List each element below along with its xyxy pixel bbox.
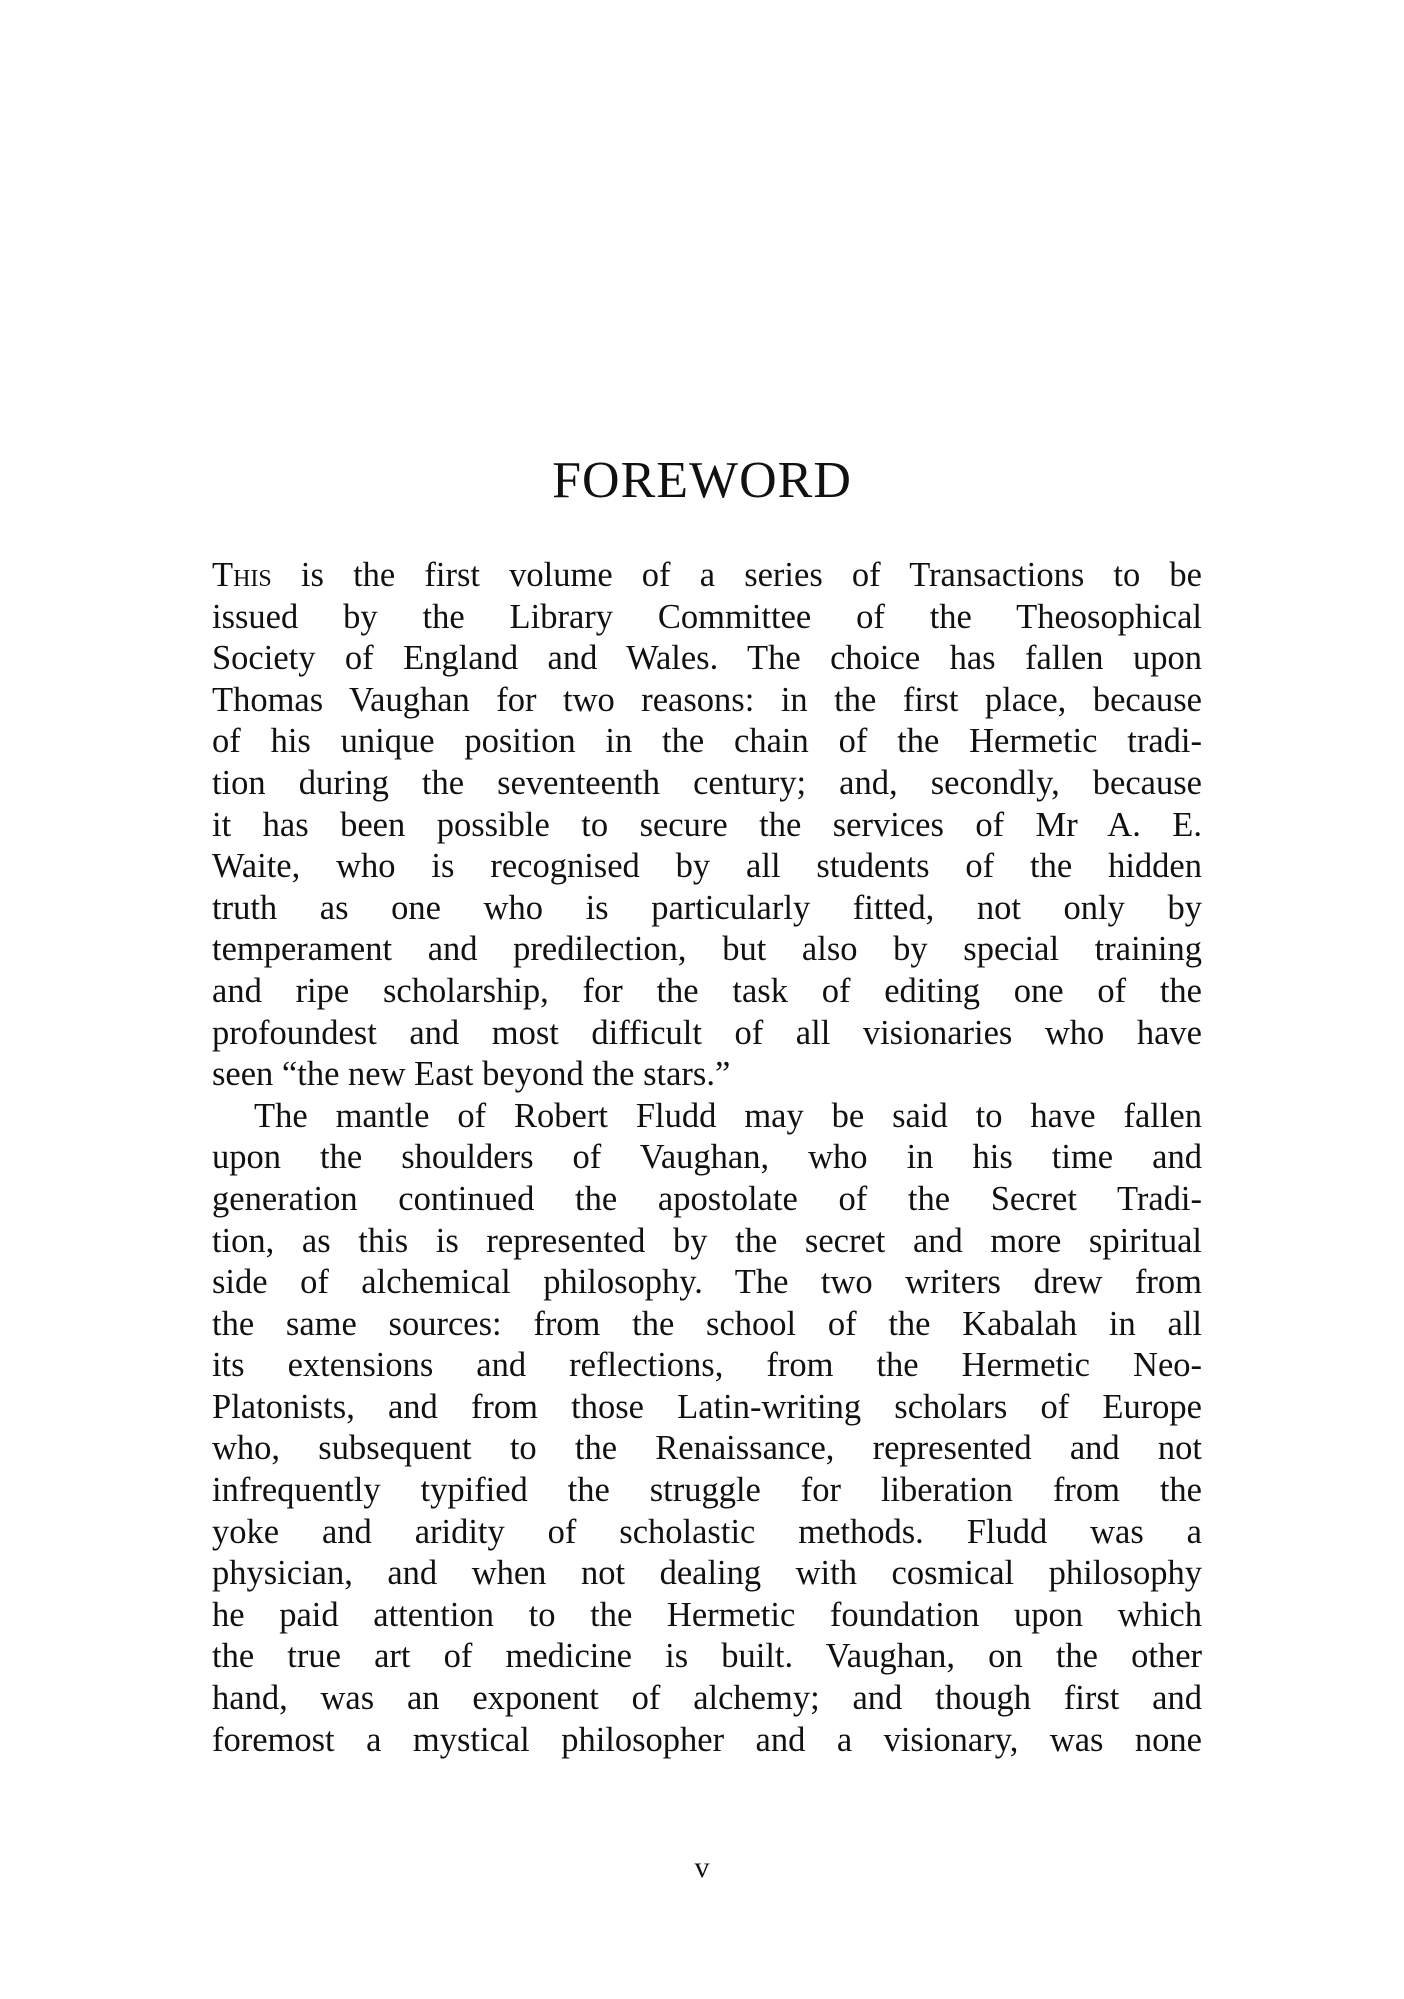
text-line: its extensions and reflections, from the Hermetic Neo- bbox=[212, 1346, 1202, 1385]
text-line: of his unique position in the chain of the Hermetic tradi- bbox=[212, 722, 1202, 761]
text-line: the same sources: from the school of the Kabalah in all bbox=[212, 1304, 1202, 1343]
text-line: tion, as this is represented by the secret and more spiritual bbox=[212, 1221, 1202, 1260]
text-line: and ripe scholarship, for the task of editing one of the bbox=[212, 971, 1202, 1010]
text-line: hand, was an exponent of alchemy; and though first and bbox=[212, 1679, 1202, 1718]
paragraph-1 bbox=[212, 555, 1202, 1096]
text-line: truth as one who is particularly fitted, not only by bbox=[212, 888, 1202, 927]
text-line: profoundest and most difficult of all visionaries who have bbox=[212, 1013, 1202, 1052]
text-line: issued by the Library Committee of the Theosophical bbox=[212, 597, 1202, 636]
body-text bbox=[212, 555, 1202, 1761]
text-line: The mantle of Robert Fludd may be said to have fallen bbox=[254, 1096, 1202, 1135]
text-line: upon the shoulders of Vaughan, who in his time and bbox=[212, 1138, 1202, 1177]
text-line: temperament and predilection, but also by special training bbox=[212, 930, 1202, 969]
text-line: infrequently typified the struggle for liberation from the bbox=[212, 1471, 1202, 1510]
text-line: side of alchemical philosophy. The two writers drew from bbox=[212, 1263, 1202, 1302]
page-number: v bbox=[694, 1851, 710, 1884]
text-line: seen “the new East beyond the stars.” bbox=[212, 1055, 731, 1094]
text-line: physician, and when not dealing with cosmical philosophy bbox=[212, 1554, 1202, 1593]
opening-word: This bbox=[212, 556, 272, 594]
text-line: he paid attention to the Hermetic foundation upon which bbox=[212, 1595, 1202, 1634]
text-line: Platonists, and from those Latin-writing scholars of Europe bbox=[212, 1387, 1202, 1426]
text-line: Society of England and Wales. The choice has fallen upon bbox=[212, 639, 1202, 678]
text-line: This is the first volume of a series of Transactions to be bbox=[212, 556, 1202, 594]
text-line: foremost a mystical philosopher and a visionary, was none bbox=[212, 1720, 1202, 1759]
text-line: the true art of medicine is built. Vaughan, on the other bbox=[212, 1637, 1202, 1676]
text-line: Thomas Vaughan for two reasons: in the first place, because bbox=[212, 680, 1202, 719]
text-line: tion during the seventeenth century; and, secondly, because bbox=[212, 763, 1202, 802]
page-title: FOREWORD bbox=[552, 452, 852, 509]
text-line: yoke and aridity of scholastic methods. Fludd was a bbox=[212, 1512, 1202, 1551]
paragraph-2 bbox=[212, 1096, 1202, 1762]
text-line: who, subsequent to the Renaissance, represented and not bbox=[212, 1429, 1202, 1468]
text-line: it has been possible to secure the services of Mr A. E. bbox=[212, 805, 1202, 844]
text-line: Waite, who is recognised by all students of the hidden bbox=[212, 847, 1202, 886]
text-line: generation continued the apostolate of the Secret Tradi- bbox=[212, 1179, 1202, 1218]
